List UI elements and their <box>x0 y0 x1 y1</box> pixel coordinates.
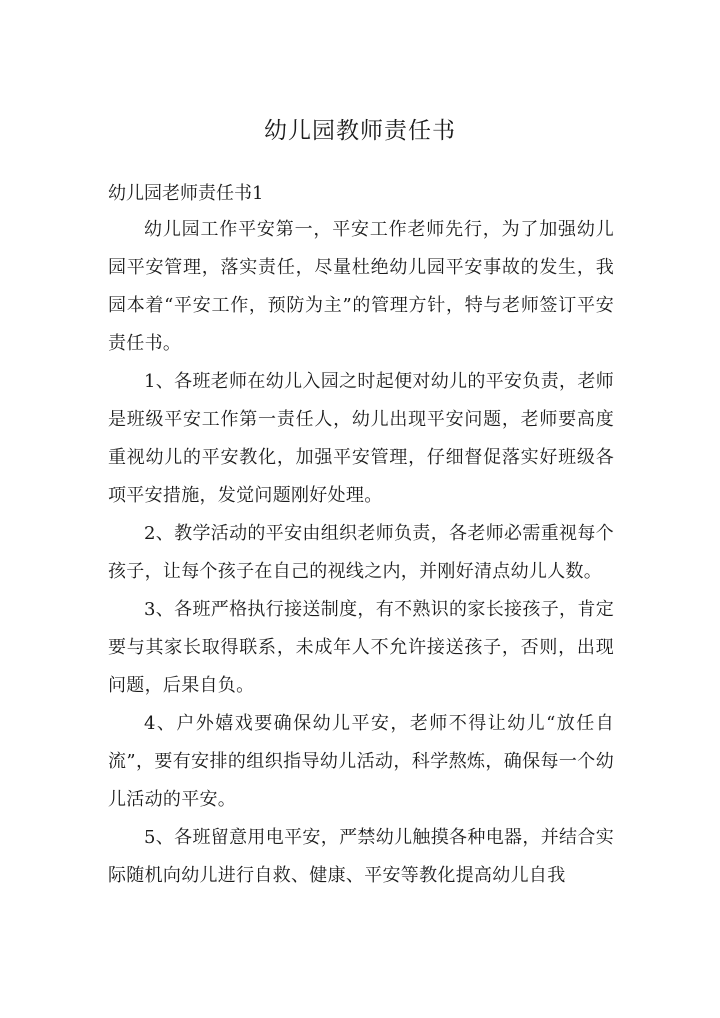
paragraph-item-5: 5、各班留意用电平安，严禁幼儿触摸各种电器，并结合实际随机向幼儿进行自救、健康、平安等教化提高幼儿自我 <box>108 827 614 886</box>
document-body <box>108 211 614 895</box>
paragraph-intro: 幼儿园工作平安第一，平安工作老师先行，为了加强幼儿园平安管理，落实责任，尽量杜绝幼儿园平安事故的发生，我园本着“平安工作，预防为主”的管理方针，特与老师签订平安责任书。 <box>108 219 614 354</box>
paragraph-item-4: 4、户外嬉戏要确保幼儿平安，老师不得让幼儿“放任自流”，要有安排的组织指导幼儿活动，科学熬炼，确保每一个幼儿活动的平安。 <box>108 713 614 810</box>
paragraph-item-1: 1、各班老师在幼儿入园之时起便对幼儿的平安负责，老师是班级平安工作第一责任人，幼儿出现平安问题，老师要高度重视幼儿的平安教化，加强平安管理，仔细督促落实好班级各项平安措施，发觉问题刚好处理。 <box>108 371 614 506</box>
paragraph-item-3: 3、各班严格执行接送制度，有不熟识的家长接孩子，肯定要与其家长取得联系，未成年人不允许接送孩子，否则，出现问题，后果自负。 <box>108 599 614 696</box>
paragraph-item-2: 2、教学活动的平安由组织老师负责，各老师必需重视每个孩子，让每个孩子在自己的视线之内，并刚好清点幼儿人数。 <box>108 523 614 582</box>
document-subtitle: 幼儿园老师责任书1 <box>108 183 264 204</box>
document-title: 幼儿园教师责任书 <box>264 118 456 144</box>
